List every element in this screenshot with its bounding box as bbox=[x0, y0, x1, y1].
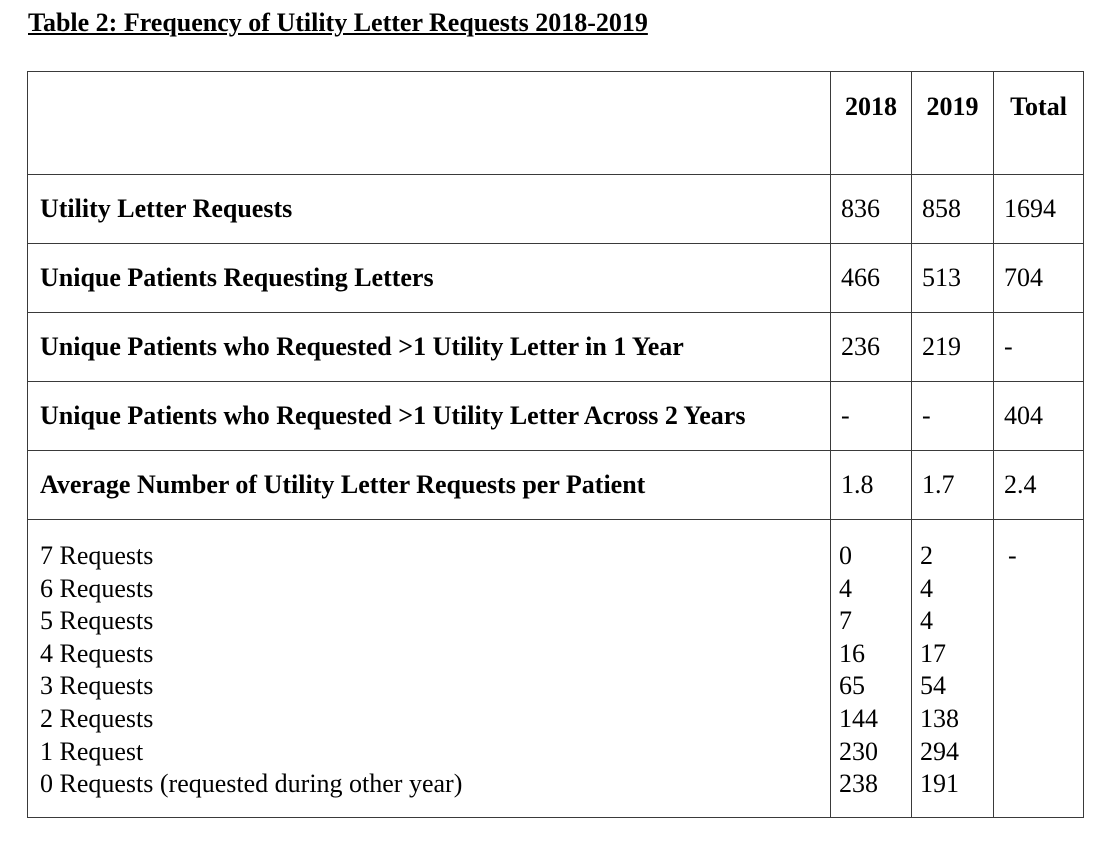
dist-value-2019: 4 bbox=[920, 573, 933, 603]
dist-value-total: - bbox=[1008, 541, 1017, 570]
distribution-labels bbox=[28, 520, 831, 818]
distribution-2019 bbox=[912, 520, 994, 818]
row-label: Utility Letter Requests bbox=[28, 175, 831, 244]
table-row bbox=[28, 244, 1084, 313]
table-row bbox=[28, 313, 1084, 382]
dist-label: 2 Requests bbox=[40, 703, 154, 733]
table-row bbox=[28, 175, 1084, 244]
cell-2019: 513 bbox=[912, 244, 994, 313]
cell-2019: 1.7 bbox=[912, 451, 994, 520]
frequency-table bbox=[27, 71, 1084, 818]
cell-total: 404 bbox=[994, 382, 1084, 451]
dist-value-2019: 294 bbox=[920, 736, 959, 766]
header-blank-cell bbox=[28, 56, 831, 159]
dist-value-2019: 138 bbox=[920, 703, 959, 733]
dist-value-2019: 191 bbox=[920, 769, 959, 799]
row-label: Unique Patients Requesting Letters bbox=[28, 244, 831, 313]
header-2018: 2018 bbox=[831, 56, 912, 159]
dist-value-2019: 54 bbox=[920, 671, 946, 701]
dist-value-2019: 4 bbox=[920, 606, 933, 636]
distribution-2018 bbox=[831, 520, 912, 818]
dist-label: 3 Requests bbox=[40, 671, 154, 701]
dist-label: 4 Requests bbox=[40, 638, 154, 668]
distribution-row bbox=[28, 520, 1084, 818]
cell-2019: 219 bbox=[912, 313, 994, 382]
dist-value-2019: 2 bbox=[920, 541, 933, 570]
table-row bbox=[28, 382, 1084, 451]
row-label: Unique Patients who Requested >1 Utility Letter Across 2 Years bbox=[28, 382, 831, 451]
dist-value-2018: 230 bbox=[839, 736, 878, 766]
dist-label: 1 Request bbox=[40, 736, 144, 766]
dist-label: 7 Requests bbox=[40, 541, 154, 570]
cell-2018: 236 bbox=[831, 313, 912, 382]
cell-2018: 1.8 bbox=[831, 451, 912, 520]
table-title: Table 2: Frequency of Utility Letter Requests 2018-2019 bbox=[28, 8, 648, 37]
cell-2018: 466 bbox=[831, 244, 912, 313]
row-label: Unique Patients who Requested >1 Utility Letter in 1 Year bbox=[28, 313, 831, 382]
dist-value-2018: 7 bbox=[839, 606, 852, 636]
cell-total: 1694 bbox=[994, 175, 1084, 244]
cell-2018: 836 bbox=[831, 175, 912, 244]
dist-label: 5 Requests bbox=[40, 606, 154, 636]
header-row bbox=[28, 72, 1084, 175]
table-row bbox=[28, 451, 1084, 520]
header-2019: 2019 bbox=[912, 56, 994, 159]
row-label: Average Number of Utility Letter Requests per Patient bbox=[28, 451, 831, 520]
cell-total: 2.4 bbox=[994, 451, 1084, 520]
cell-2019: - bbox=[912, 382, 994, 451]
dist-value-2018: 0 bbox=[839, 541, 852, 570]
dist-value-2019: 17 bbox=[920, 638, 946, 668]
dist-value-2018: 144 bbox=[839, 703, 878, 733]
dist-value-2018: 16 bbox=[839, 638, 865, 668]
dist-value-2018: 4 bbox=[839, 573, 852, 603]
distribution-total bbox=[994, 520, 1084, 818]
header-total: Total bbox=[994, 56, 1084, 159]
cell-2019: 858 bbox=[912, 175, 994, 244]
dist-value-2018: 238 bbox=[839, 769, 878, 799]
dist-label: 6 Requests bbox=[40, 573, 154, 603]
cell-2018: - bbox=[831, 382, 912, 451]
dist-label: 0 Requests (requested during other year) bbox=[40, 769, 463, 799]
cell-total: 704 bbox=[994, 244, 1084, 313]
cell-total: - bbox=[994, 313, 1084, 382]
dist-value-2018: 65 bbox=[839, 671, 865, 701]
